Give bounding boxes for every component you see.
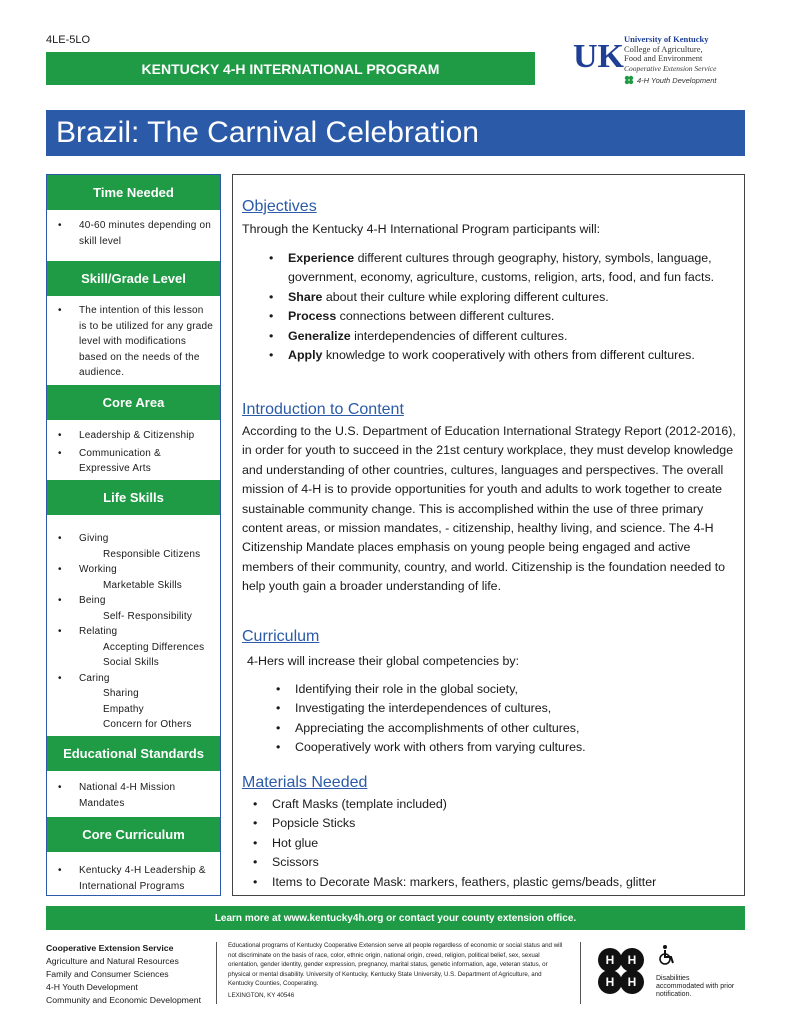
- ces-line: Community and Economic Development: [46, 995, 201, 1005]
- list-item: • 40-60 minutes depending on skill level: [47, 218, 220, 249]
- objective-verb: Experience: [288, 251, 355, 265]
- page-title: Brazil: The Carnival Celebration: [46, 110, 745, 156]
- svg-text:H: H: [605, 953, 615, 967]
- objectives-list: [242, 249, 738, 365]
- legal-text: Educational programs of Kentucky Cooperative Extension serve all people regardless of economic or social status and will not discriminate on the basis of race, color, ethnic origin, national origin, creed, religion, political belief, sex, sexual orientation, gender identity, gender expression, pregnancy, marital status, genetic information, age, veteran status, or physical or mental disability. University of Kentucky, Kentucky State University, U.S. Department of Agriculture, and Kentucky Counties, Cooperating.: [228, 942, 563, 988]
- list-item: • Being: [47, 593, 220, 609]
- location: LEXINGTON, KY 40546: [228, 991, 295, 999]
- objectives-heading: Objectives: [242, 198, 317, 215]
- materials-heading: Materials Needed: [242, 774, 368, 791]
- list-subitem: Social Skills: [103, 657, 159, 668]
- sidebar-heading-time: Time Needed: [47, 175, 220, 210]
- list-item: • Appreciating the accomplishments of other cultures,: [242, 719, 738, 738]
- list-subitem: Accepting Differences: [103, 641, 205, 653]
- intro-text: According to the U.S. Department of Education International Strategy Report (2012-2016), in order for youth to succeed in the 21st century workplace, they must develop knowledge and understanding of other countries, cultures, languages and perspectives. The overall mission of 4-H is to provide opportunities for youth and adults to work together to create sustainable community change. This is accomplished within the use of three primary content areas, or mission mandates, - citizenship, healthy living, and science. The 4-H Citizenship Mandate places emphasis on young people being engaged and active members of their community, country, and world. Citizenship is the foundation needed to help youth gain a broader understanding of life.: [242, 424, 736, 594]
- list-item: • Communication & Expressive Arts: [47, 446, 220, 477]
- materials-list: [242, 795, 738, 892]
- list-item: • Items to Decorate Mask: markers, feathers, plastic gems/beads, glitter: [242, 873, 738, 892]
- time-list: [47, 218, 220, 249]
- clover-small-icon: [624, 75, 634, 85]
- svg-text:H: H: [627, 953, 637, 967]
- objective-verb: Apply: [288, 348, 323, 363]
- objective-verb: Process: [288, 309, 337, 324]
- objective-item: [242, 327, 738, 346]
- objective-item: [242, 249, 738, 288]
- intro-heading: Introduction to Content: [242, 401, 404, 418]
- logo-ces: Cooperative Extension Service: [624, 63, 717, 73]
- document-code: 4LE-5LO: [46, 34, 91, 46]
- list-subitem: Responsible Citizens: [103, 548, 201, 560]
- logo-university: University of Kentucky: [624, 34, 709, 44]
- divider: [216, 942, 217, 1004]
- core-area-list: [47, 428, 220, 477]
- list-subitem: Sharing: [103, 688, 139, 699]
- objective-item: [242, 288, 738, 307]
- curriculum-list: [242, 680, 738, 758]
- list-item: • Giving: [47, 531, 220, 547]
- logo-food: Food and Environment: [624, 53, 703, 63]
- objective-text: interdependencies of different cultures.: [350, 328, 568, 343]
- list-item: • Identifying their role in the global society,: [242, 680, 738, 699]
- objective-text: connections between different cultures.: [336, 309, 555, 324]
- list-item: • Working: [47, 562, 220, 578]
- ces-title: Cooperative Extension Service: [46, 943, 174, 953]
- ces-block: [46, 942, 201, 1007]
- life-skills-list: [47, 531, 220, 733]
- disabilities-notice: [656, 944, 736, 999]
- 4h-clover-icon: [592, 944, 650, 1000]
- main-content: [232, 174, 745, 896]
- divider: [580, 942, 581, 1004]
- svg-text:H: H: [605, 975, 615, 989]
- list-subitem: Marketable Skills: [103, 579, 182, 591]
- list-item: • The intention of this lesson is to be utilized for any grade level with modifications based on the needs of the audience.: [47, 303, 220, 381]
- ces-line: 4-H Youth Development: [46, 982, 138, 992]
- sidebar-heading-skill: Skill/Grade Level: [47, 261, 220, 296]
- objective-verb: Generalize: [288, 328, 351, 343]
- program-banner: KENTUCKY 4-H INTERNATIONAL PROGRAM: [46, 52, 535, 85]
- objective-item: [242, 307, 738, 326]
- list-item: • National 4-H Mission Mandates: [47, 780, 220, 811]
- uk-logo: [572, 35, 732, 89]
- list-subitem: Concern for Others: [103, 719, 192, 730]
- standards-list: [47, 780, 220, 811]
- ces-line: Agriculture and Natural Resources: [46, 956, 179, 966]
- legal-notice: [228, 941, 568, 1001]
- list-item: • Relating: [47, 624, 220, 640]
- logo-4h: [624, 75, 717, 85]
- objective-verb: Share: [288, 289, 323, 304]
- sidebar-heading-life-skills: Life Skills: [47, 480, 220, 515]
- logo-4h-label: 4-H Youth Development: [637, 75, 717, 85]
- list-item: • Craft Masks (template included): [242, 795, 738, 814]
- objective-text: about their culture while exploring different cultures.: [322, 289, 609, 304]
- objective-item: [242, 346, 738, 365]
- list-item: • Cooperatively work with others from varying cultures.: [242, 738, 738, 757]
- svg-text:UK: UK: [573, 38, 624, 75]
- skill-list: [47, 303, 220, 381]
- sidebar-heading-core-area: Core Area: [47, 385, 220, 420]
- list-item: • Leadership & Citizenship: [47, 428, 220, 444]
- sidebar-heading-standards: Educational Standards: [47, 736, 220, 771]
- logo-college: College of Agriculture,: [624, 43, 703, 54]
- list-item: • Investigating the interdependences of cultures,: [242, 699, 738, 718]
- list-subitem: Empathy: [103, 703, 144, 715]
- list-item: • Scissors: [242, 853, 738, 872]
- objectives-intro: Through the Kentucky 4-H International Program participants will:: [242, 222, 601, 236]
- list-item: • Caring: [47, 671, 220, 687]
- uk-logo-icon: [572, 35, 624, 75]
- core-curriculum-list: [47, 863, 220, 894]
- list-item: • Hot glue: [242, 834, 738, 853]
- list-item: • Popsicle Sticks: [242, 814, 738, 833]
- objective-text: knowledge to work cooperatively with others from different cultures.: [322, 348, 695, 363]
- objective-text: different cultures through geography, history, symbols, language, government, economy, agriculture, customs, religion, arts, food, and fun facts.: [288, 251, 715, 285]
- curriculum-heading: Curriculum: [242, 628, 320, 645]
- ces-line: Family and Consumer Sciences: [46, 969, 169, 979]
- svg-text:H: H: [627, 975, 637, 989]
- curriculum-intro: 4-Hers will increase their global competencies by:: [247, 654, 520, 668]
- learn-more-banner: Learn more at www.kentucky4h.org or contact your county extension office.: [46, 906, 745, 930]
- sidebar-heading-core-curriculum: Core Curriculum: [47, 817, 220, 852]
- sidebar: [46, 174, 221, 896]
- list-subitem: Self- Responsibility: [103, 610, 193, 622]
- disabilities-text: Disabilities accommodated with prior notification.: [656, 975, 735, 998]
- wheelchair-icon: [656, 944, 678, 966]
- list-item: • Kentucky 4-H Leadership & International Programs: [47, 863, 220, 894]
